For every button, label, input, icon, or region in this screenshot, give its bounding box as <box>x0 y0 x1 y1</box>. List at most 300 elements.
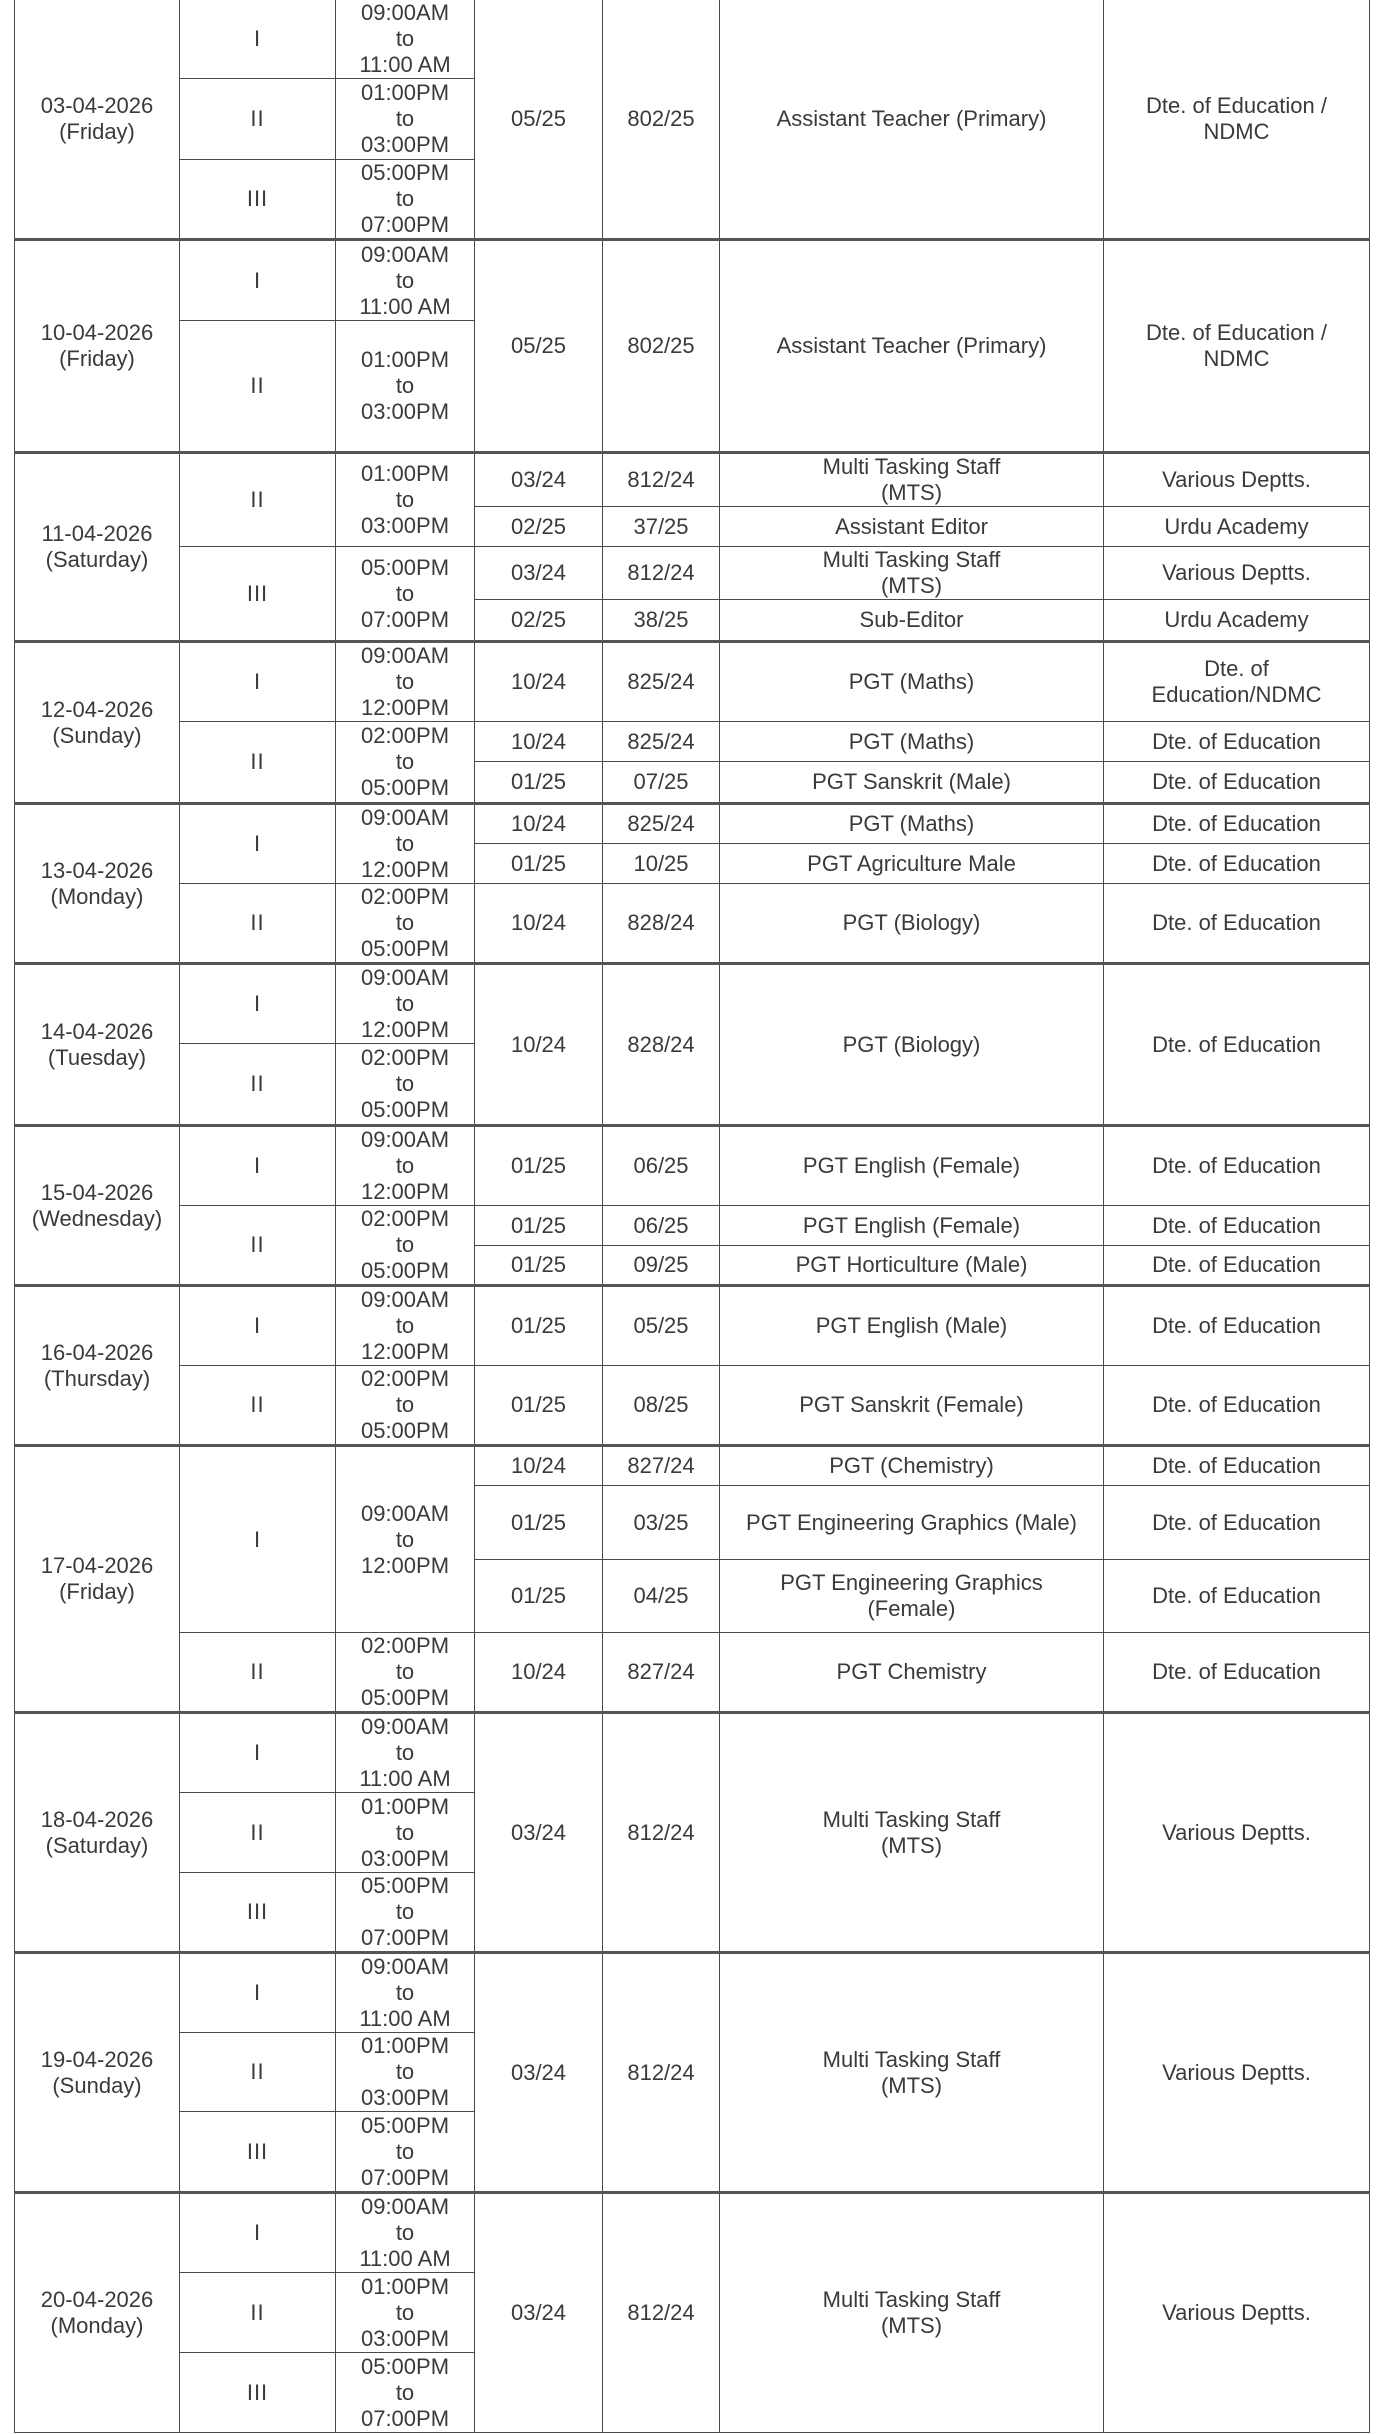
shift-label: II <box>250 2059 265 2084</box>
time-to: to <box>395 1153 415 1178</box>
advt-no: 02/25 <box>510 607 567 632</box>
table-row <box>15 240 1370 321</box>
advt-no: 03/24 <box>510 2059 567 2085</box>
exam-day: (Sunday) <box>52 722 142 748</box>
post-code-cell <box>603 1126 720 1206</box>
post-code: 828/24 <box>627 910 695 935</box>
advt-no-cell <box>475 1713 603 1953</box>
time-cell <box>336 722 475 804</box>
shift-label: III <box>246 1899 269 1924</box>
shift-label: III <box>246 2379 269 2405</box>
post-name-cell <box>720 507 1104 547</box>
department-cell <box>1104 762 1370 804</box>
table-row <box>15 1366 1370 1446</box>
post-name-cell <box>720 762 1104 804</box>
date-cell <box>15 804 180 964</box>
time-cell <box>336 453 475 547</box>
post-code-cell <box>603 547 720 600</box>
post-name-cell <box>720 1286 1104 1366</box>
date-cell <box>15 1446 180 1713</box>
post-name-cell <box>720 884 1104 964</box>
time-cell <box>336 1633 475 1713</box>
post-code-cell <box>603 2193 720 2433</box>
time-cell <box>336 1953 475 2033</box>
advt-no: 10/24 <box>510 1453 567 1478</box>
shift-cell <box>180 1286 336 1366</box>
post-name-cell <box>720 547 1104 600</box>
shift-label: III <box>246 186 269 211</box>
exam-day: (Thursday) <box>43 1365 151 1391</box>
advt-no-cell <box>475 507 603 547</box>
time-end: 03:00PM <box>360 2325 450 2351</box>
department-cell <box>1104 1246 1370 1286</box>
time-start: 01:00PM <box>360 461 450 486</box>
post-code-cell <box>603 1953 720 2193</box>
time-end: 05:00PM <box>360 1685 450 1710</box>
time-end: 03:00PM <box>360 399 450 424</box>
advt-no-cell <box>475 1486 603 1560</box>
post-name: Assistant Teacher (Primary) <box>776 106 1047 131</box>
shift-cell <box>180 804 336 884</box>
exam-date: 14-04-2026 <box>40 1018 154 1044</box>
post-name: PGT (Biology) <box>842 1031 981 1057</box>
time-to: to <box>395 186 415 211</box>
advt-no-cell <box>475 1446 603 1486</box>
advt-no-cell <box>475 1206 603 1246</box>
time-to: to <box>395 2059 415 2084</box>
time-start: 05:00PM <box>360 1873 450 1898</box>
time-cell <box>336 240 475 321</box>
department: Dte. of Education <box>1152 728 1321 754</box>
post-name-cell <box>720 1713 1104 1953</box>
post-name: PGT (Chemistry) <box>829 1453 994 1478</box>
department: Dte. of Education <box>1152 1453 1321 1478</box>
advt-no: 10/24 <box>510 811 567 836</box>
post-name: PGT English (Female) <box>802 1212 1021 1238</box>
post-code: 812/24 <box>627 560 695 585</box>
date-cell <box>15 964 180 1126</box>
shift-cell <box>180 1446 336 1633</box>
advt-no: 01/25 <box>510 1313 567 1338</box>
time-end: 12:00PM <box>360 1179 450 1204</box>
shift-label: I <box>253 1153 262 1178</box>
time-cell <box>336 79 475 160</box>
advt-no: 01/25 <box>510 1252 567 1277</box>
post-name-cell <box>720 1366 1104 1446</box>
advt-no-cell <box>475 844 603 884</box>
exam-date: 20-04-2026 <box>40 2287 154 2312</box>
exam-day: (Wednesday) <box>31 1205 163 1231</box>
time-cell <box>336 2193 475 2273</box>
post-code: 812/24 <box>627 1819 695 1845</box>
shift-label: II <box>250 487 265 512</box>
time-to: to <box>395 669 415 694</box>
exam-day: (Monday) <box>50 2313 144 2338</box>
time-start: 09:00AM <box>360 1127 450 1152</box>
advt-no: 01/25 <box>510 1392 567 1417</box>
time-end: 12:00PM <box>360 1017 450 1042</box>
time-end: 11:00 AM <box>359 1766 451 1791</box>
post-name-cell <box>720 722 1104 762</box>
shift-label: I <box>253 267 262 293</box>
time-start: 02:00PM <box>360 723 450 748</box>
shift-label: I <box>253 26 262 51</box>
post-name-cell <box>720 1206 1104 1246</box>
post-code: 06/25 <box>633 1212 689 1238</box>
time-to: to <box>395 749 415 774</box>
shift-label: II <box>250 1392 265 1417</box>
department-cell <box>1104 1206 1370 1246</box>
post-code-cell <box>603 642 720 722</box>
department: Dte. of Education <box>1152 811 1321 836</box>
department: Urdu Academy <box>1164 513 1309 539</box>
time-start: 09:00AM <box>360 1287 450 1312</box>
time-to: to <box>395 373 415 398</box>
post-code: 802/25 <box>627 106 695 131</box>
shift-label: II <box>250 2299 265 2325</box>
post-name: PGT (Maths) <box>848 669 975 694</box>
shift-cell <box>180 1126 336 1206</box>
post-code-cell <box>603 600 720 642</box>
table-row <box>15 1713 1370 1793</box>
advt-no: 01/25 <box>510 850 567 876</box>
department: Dte. of Education <box>1152 910 1321 935</box>
post-code: 03/25 <box>633 1509 689 1535</box>
shift-cell <box>180 1953 336 2033</box>
time-cell <box>336 2033 475 2112</box>
time-start: 02:00PM <box>360 1366 450 1391</box>
post-code: 827/24 <box>627 1453 695 1478</box>
advt-no-cell <box>475 547 603 600</box>
post-code: 802/25 <box>627 333 695 358</box>
post-name: Multi Tasking Staff (MTS) <box>822 547 1001 598</box>
shift-label: I <box>253 1526 262 1552</box>
post-name: Multi Tasking Staff (MTS) <box>822 454 1001 505</box>
exam-date: 11-04-2026 <box>41 521 153 546</box>
department-cell <box>1104 1713 1370 1953</box>
shift-cell <box>180 1873 336 1953</box>
advt-no-cell <box>475 804 603 844</box>
advt-no-cell <box>475 1366 603 1446</box>
time-end: 07:00PM <box>360 2164 450 2190</box>
time-cell <box>336 547 475 642</box>
post-code: 05/25 <box>633 1313 689 1338</box>
post-code: 827/24 <box>627 1659 695 1684</box>
post-name-cell <box>720 453 1104 507</box>
time-start: 01:00PM <box>360 347 450 372</box>
table-row <box>15 1206 1370 1246</box>
post-name: PGT (Maths) <box>848 728 975 754</box>
time-to: to <box>395 487 415 512</box>
time-start: 01:00PM <box>360 80 450 105</box>
exam-day: (Friday) <box>59 346 135 371</box>
department: Various Deptts. <box>1162 2059 1311 2085</box>
time-end: 07:00PM <box>360 2405 450 2431</box>
advt-no: 01/25 <box>510 1153 567 1178</box>
exam-day: (Saturday) <box>45 1832 149 1858</box>
post-name-cell <box>720 1486 1104 1560</box>
post-code: 828/24 <box>627 1031 695 1057</box>
exam-date: 19-04-2026 <box>40 2046 154 2072</box>
shift-label: I <box>253 1313 262 1338</box>
post-name: PGT Engineering Graphics (Female) <box>780 1570 1043 1621</box>
department: Dte. of Education <box>1152 1212 1321 1238</box>
department-cell <box>1104 1486 1370 1560</box>
department-cell <box>1104 722 1370 762</box>
exam-date: 15-04-2026 <box>40 1179 154 1205</box>
time-to: to <box>395 831 415 856</box>
time-to: to <box>395 267 415 293</box>
time-end: 05:00PM <box>360 936 450 961</box>
advt-no: 10/24 <box>510 669 567 694</box>
time-end: 07:00PM <box>360 212 450 237</box>
shift-cell <box>180 2033 336 2112</box>
time-start: 09:00AM <box>360 1500 450 1526</box>
shift-cell <box>180 1044 336 1126</box>
department: Dte. of Education <box>1152 1153 1321 1178</box>
time-to: to <box>395 991 415 1016</box>
time-to: to <box>395 2220 415 2245</box>
shift-cell <box>180 2193 336 2273</box>
time-cell <box>336 884 475 964</box>
table-row <box>15 884 1370 964</box>
post-name-cell <box>720 964 1104 1126</box>
time-cell <box>336 160 475 240</box>
time-to: to <box>395 1659 415 1684</box>
department: Dte. of Education/NDMC <box>1151 656 1322 707</box>
department-cell <box>1104 884 1370 964</box>
post-name: Sub-Editor <box>859 607 964 632</box>
shift-cell <box>180 884 336 964</box>
post-name-cell <box>720 642 1104 722</box>
post-code: 04/25 <box>633 1583 689 1608</box>
advt-no: 02/25 <box>510 513 567 539</box>
time-to: to <box>395 1980 415 2005</box>
time-to: to <box>395 1313 415 1338</box>
advt-no-cell <box>475 2193 603 2433</box>
time-start: 05:00PM <box>360 2353 450 2379</box>
shift-label: II <box>250 1232 265 1257</box>
department: Dte. of Education <box>1152 769 1321 794</box>
department-cell <box>1104 1286 1370 1366</box>
exam-date: 16-04-2026 <box>40 1339 154 1365</box>
exam-date: 10-04-2026 <box>40 320 154 345</box>
time-end: 12:00PM <box>360 695 450 720</box>
post-code-cell <box>603 1446 720 1486</box>
date-cell <box>15 0 180 240</box>
advt-no-cell <box>475 1286 603 1366</box>
time-end: 11:00 AM <box>359 52 451 77</box>
department-cell <box>1104 1446 1370 1486</box>
advt-no-cell <box>475 600 603 642</box>
time-cell <box>336 1286 475 1366</box>
shift-cell <box>180 453 336 547</box>
advt-no-cell <box>475 0 603 240</box>
advt-no: 01/25 <box>510 1509 567 1535</box>
post-code-cell <box>603 884 720 964</box>
post-name-cell <box>720 0 1104 240</box>
exam-day: (Tuesday) <box>47 1044 147 1070</box>
time-end: 05:00PM <box>360 1418 450 1443</box>
time-start: 01:00PM <box>360 2033 450 2058</box>
time-start: 05:00PM <box>360 2112 450 2138</box>
shift-label: II <box>250 373 265 398</box>
time-end: 11:00 AM <box>359 2246 451 2271</box>
post-name: PGT (Maths) <box>848 811 975 836</box>
time-end: 03:00PM <box>360 2085 450 2110</box>
table-row <box>15 547 1370 600</box>
post-code: 37/25 <box>633 513 689 539</box>
advt-no: 05/25 <box>510 333 567 358</box>
post-name: PGT English (Male) <box>815 1313 1008 1338</box>
advt-no-cell <box>475 762 603 804</box>
post-name: PGT Sanskrit (Male) <box>812 769 1011 794</box>
post-code: 07/25 <box>633 769 689 794</box>
department-cell <box>1104 507 1370 547</box>
exam-day: (Friday) <box>59 1579 135 1604</box>
shift-cell <box>180 79 336 160</box>
shift-cell <box>180 1713 336 1793</box>
post-name: PGT (Biology) <box>842 910 981 935</box>
time-cell <box>336 1793 475 1873</box>
post-name-cell <box>720 1953 1104 2193</box>
time-to: to <box>395 910 415 935</box>
shift-cell <box>180 0 336 79</box>
table-row <box>15 453 1370 507</box>
advt-no-cell <box>475 453 603 507</box>
time-end: 07:00PM <box>360 1925 450 1950</box>
time-to: to <box>395 2299 415 2325</box>
advt-no-cell <box>475 964 603 1126</box>
time-start: 09:00AM <box>360 643 450 668</box>
department: Dte. of Education <box>1152 1031 1321 1057</box>
post-name-cell <box>720 1633 1104 1713</box>
post-code-cell <box>603 1713 720 1953</box>
post-code-cell <box>603 964 720 1126</box>
shift-label: II <box>250 910 265 935</box>
post-code: 08/25 <box>633 1392 689 1417</box>
department: Dte. of Education <box>1152 850 1321 876</box>
advt-no: 03/24 <box>510 1819 567 1845</box>
shift-cell <box>180 160 336 240</box>
time-cell <box>336 321 475 453</box>
advt-no-cell <box>475 884 603 964</box>
table-row <box>15 1286 1370 1366</box>
advt-no-cell <box>475 1126 603 1206</box>
post-name: PGT Sanskrit (Female) <box>799 1392 1024 1417</box>
post-code-cell <box>603 1246 720 1286</box>
time-end: 12:00PM <box>360 1339 450 1364</box>
shift-label: II <box>250 1659 265 1684</box>
shift-cell <box>180 1366 336 1446</box>
time-to: to <box>395 1232 415 1257</box>
shift-cell <box>180 240 336 321</box>
post-code: 812/24 <box>627 2059 695 2085</box>
advt-no: 01/25 <box>510 1212 567 1238</box>
time-cell <box>336 1126 475 1206</box>
department-cell <box>1104 1560 1370 1633</box>
advt-no: 10/24 <box>510 910 567 935</box>
department-cell <box>1104 1633 1370 1713</box>
department: Dte. of Education / NDMC <box>1146 320 1327 371</box>
post-name: PGT Horticulture (Male) <box>795 1252 1028 1277</box>
table-row <box>15 1633 1370 1713</box>
time-to: to <box>395 1071 415 1096</box>
advt-no-cell <box>475 722 603 762</box>
shift-label: I <box>253 991 262 1016</box>
department-cell <box>1104 1366 1370 1446</box>
time-end: 07:00PM <box>360 606 450 632</box>
post-code: 06/25 <box>633 1153 689 1178</box>
post-name: Assistant Editor <box>835 513 988 539</box>
post-code-cell <box>603 1286 720 1366</box>
time-start: 09:00AM <box>360 0 450 25</box>
shift-label: I <box>253 2220 262 2245</box>
exam-day: (Monday) <box>50 883 144 909</box>
department: Dte. of Education <box>1152 1392 1321 1417</box>
table-row <box>15 722 1370 762</box>
advt-no: 10/24 <box>510 728 567 754</box>
post-name: Assistant Teacher (Primary) <box>776 333 1047 358</box>
post-code-cell <box>603 1366 720 1446</box>
post-code-cell <box>603 507 720 547</box>
post-code: 812/24 <box>627 2300 695 2325</box>
advt-no: 05/25 <box>510 106 567 131</box>
post-code-cell <box>603 804 720 844</box>
post-code: 10/25 <box>633 850 689 876</box>
time-cell <box>336 2353 475 2433</box>
shift-cell <box>180 2353 336 2433</box>
post-name-cell <box>720 1246 1104 1286</box>
department-cell <box>1104 600 1370 642</box>
time-start: 09:00AM <box>360 1714 450 1739</box>
time-to: to <box>395 106 415 131</box>
shift-cell <box>180 1633 336 1713</box>
post-name-cell <box>720 2193 1104 2433</box>
shift-label: I <box>253 1980 262 2005</box>
time-cell <box>336 1366 475 1446</box>
time-start: 09:00AM <box>360 1954 450 1979</box>
department-cell <box>1104 844 1370 884</box>
department: Various Deptts. <box>1162 2300 1311 2325</box>
post-code-cell <box>603 1486 720 1560</box>
time-to: to <box>395 2138 415 2164</box>
post-code-cell <box>603 722 720 762</box>
exam-day: (Saturday) <box>45 547 149 572</box>
date-cell <box>15 240 180 453</box>
shift-cell <box>180 1206 336 1286</box>
time-cell <box>336 1713 475 1793</box>
table-row <box>15 2193 1370 2273</box>
post-name: PGT Engineering Graphics (Male) <box>746 1509 1077 1535</box>
time-end: 05:00PM <box>360 1258 450 1283</box>
shift-cell <box>180 2273 336 2353</box>
shift-cell <box>180 321 336 453</box>
table-row <box>15 0 1370 79</box>
post-name-cell <box>720 1126 1104 1206</box>
post-name: Multi Tasking Staff (MTS) <box>822 1806 1001 1858</box>
time-to: to <box>395 580 415 606</box>
table-row <box>15 1953 1370 2033</box>
time-cell <box>336 1044 475 1126</box>
post-name-cell <box>720 240 1104 453</box>
advt-no: 03/24 <box>510 2300 567 2325</box>
time-end: 03:00PM <box>360 513 450 538</box>
post-code: 825/24 <box>627 728 695 754</box>
shift-cell <box>180 1793 336 1873</box>
exam-day: (Friday) <box>59 119 135 144</box>
post-code-cell <box>603 1206 720 1246</box>
